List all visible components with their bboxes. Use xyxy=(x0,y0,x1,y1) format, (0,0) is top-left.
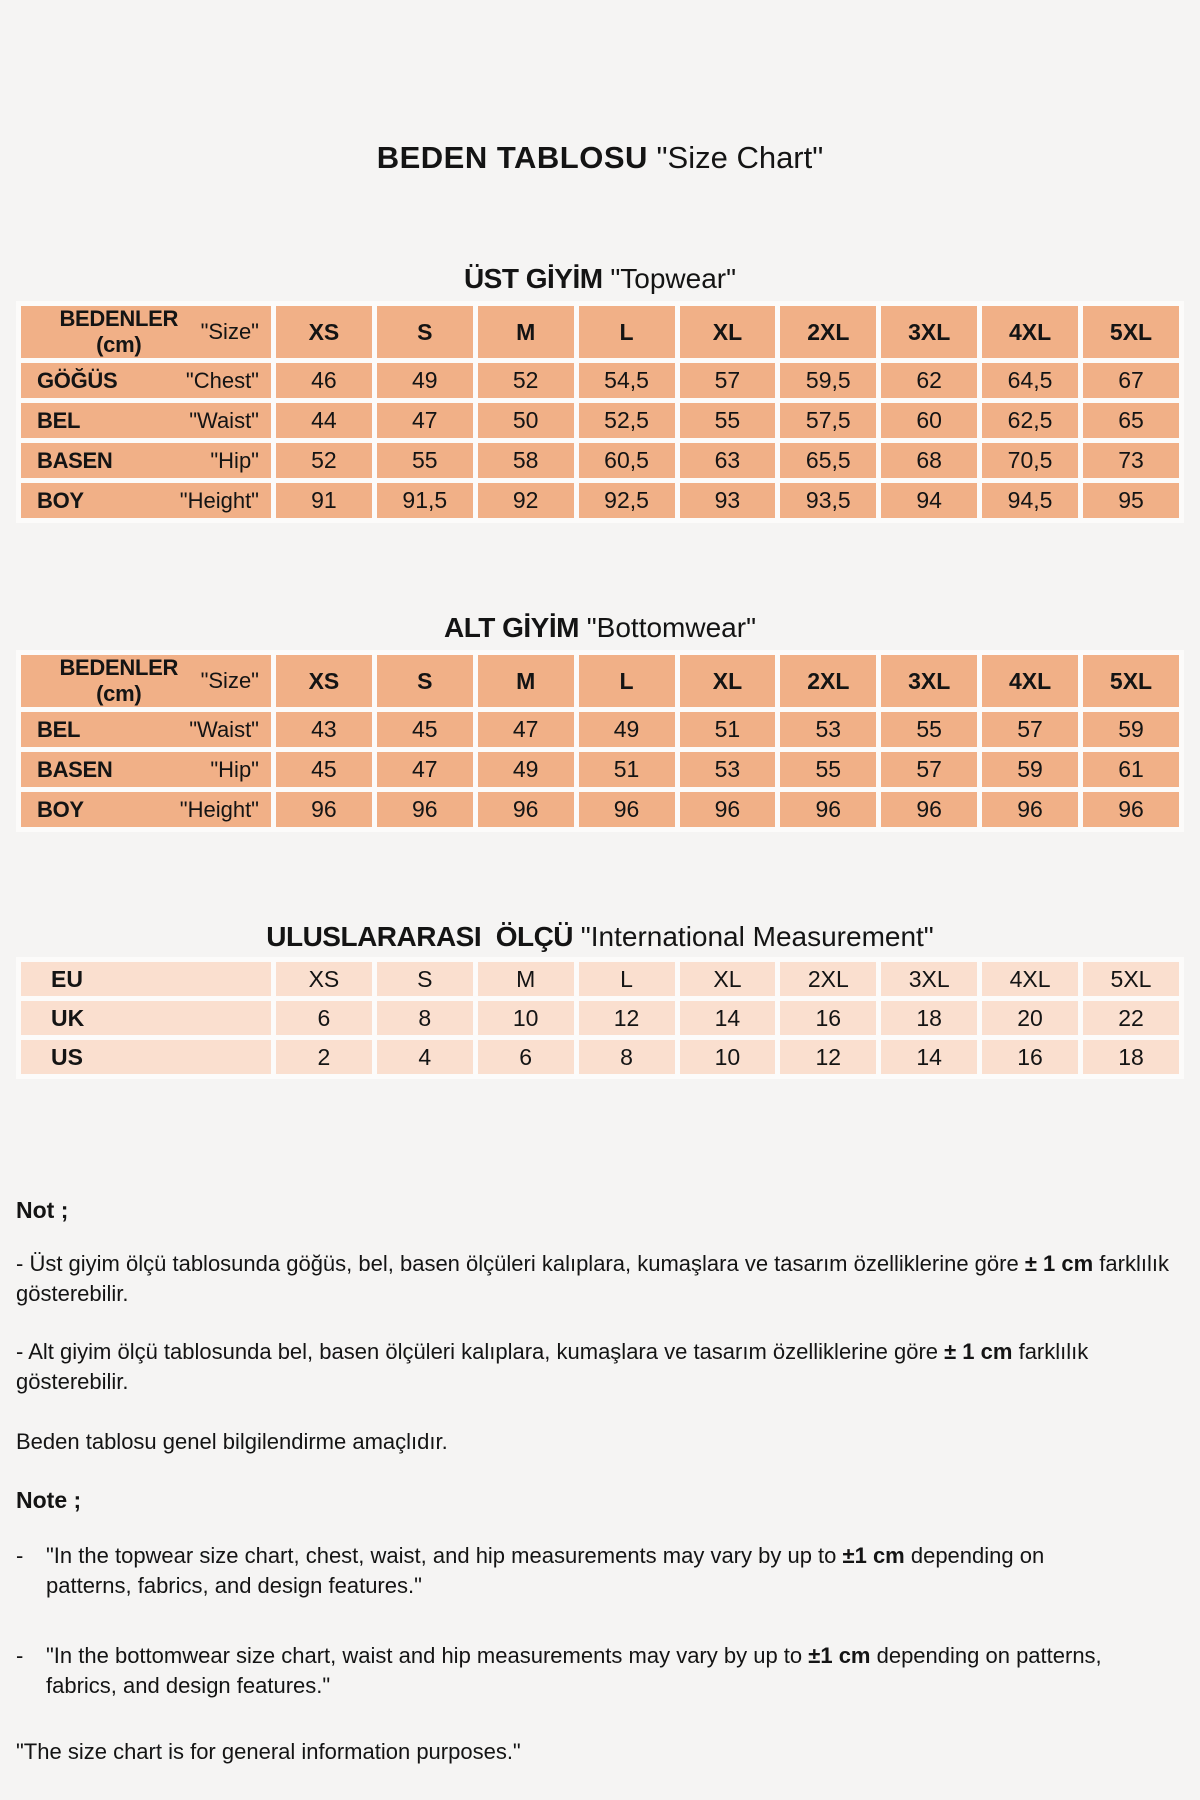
row-label xyxy=(37,448,259,474)
value-cell: 10 xyxy=(680,1040,776,1074)
row-label-en: "Hip" xyxy=(210,447,259,473)
row-label xyxy=(37,757,259,783)
size-header-cell: XS xyxy=(276,306,372,358)
value-cell: 4XL xyxy=(982,962,1078,996)
bottomwear-heading-tr: ALT GİYİM xyxy=(443,612,579,643)
value-cell: 10 xyxy=(478,1001,574,1035)
header-label-tr: BEDENLER (cm) xyxy=(59,655,179,706)
bullet-text xyxy=(46,1641,1116,1701)
value-cell: 92,5 xyxy=(579,483,675,518)
row-label-en: "Waist" xyxy=(189,716,259,742)
value-cell: 95 xyxy=(1083,483,1179,518)
bottomwear-heading xyxy=(16,611,1184,644)
row-label-cell: US xyxy=(21,1040,271,1074)
value-cell: 50 xyxy=(478,403,574,438)
international-heading-en: "International Measurement" xyxy=(580,921,934,952)
size-header-cell: 5XL xyxy=(1083,655,1179,707)
general-information-note: "The size chart is for general information purposes." xyxy=(16,1739,521,1764)
header-label-cell xyxy=(21,655,271,707)
international-table xyxy=(16,957,1184,1079)
value-cell: 12 xyxy=(579,1001,675,1035)
value-cell: 54,5 xyxy=(579,363,675,398)
turkish-note-bottomwear xyxy=(16,1337,1184,1397)
row-label-cell xyxy=(21,403,271,438)
note-bold-text: ± 1 cm xyxy=(1024,1251,1094,1276)
row-label-en: "Height" xyxy=(179,796,259,822)
size-header-cell: M xyxy=(478,655,574,707)
value-cell: 96 xyxy=(680,792,776,827)
value-cell: 93,5 xyxy=(780,483,876,518)
value-cell: 4 xyxy=(377,1040,473,1074)
value-cell: 59 xyxy=(1083,712,1179,747)
row-label-tr: BASEN xyxy=(37,447,113,473)
value-cell: 59,5 xyxy=(780,363,876,398)
row-label-cell: UK xyxy=(21,1001,271,1035)
value-cell: 96 xyxy=(276,792,372,827)
bottomwear-heading-en: "Bottomwear" xyxy=(586,612,757,643)
size-header-cell: 4XL xyxy=(982,306,1078,358)
international-heading-tr: ULUSLARARASI ÖLÇÜ xyxy=(266,921,574,952)
size-header-cell: M xyxy=(478,306,574,358)
value-cell: 94 xyxy=(881,483,977,518)
value-cell: 73 xyxy=(1083,443,1179,478)
table-row xyxy=(21,752,1179,787)
table-header-row xyxy=(21,655,1179,707)
heading-space xyxy=(579,612,587,643)
header-label-cell xyxy=(21,306,271,358)
note-text: - Alt giyim ölçü tablosunda bel, basen ölçüleri kalıplara, kumaşlara ve tasarım özelliklerine göre xyxy=(16,1339,945,1364)
value-cell: 57 xyxy=(680,363,776,398)
size-header-cell: XL xyxy=(680,306,776,358)
value-cell: 5XL xyxy=(1083,962,1179,996)
value-cell: 91 xyxy=(276,483,372,518)
row-label-en: "Height" xyxy=(179,487,259,513)
header-label-tr: BEDENLER (cm) xyxy=(59,306,179,357)
bullet-marker: - xyxy=(16,1543,24,1568)
english-note-topwear xyxy=(16,1541,1116,1601)
value-cell: 44 xyxy=(276,403,372,438)
value-cell: 8 xyxy=(579,1040,675,1074)
table-row xyxy=(21,1001,1179,1035)
row-label-en: "Hip" xyxy=(210,756,259,782)
value-cell: 18 xyxy=(881,1001,977,1035)
value-cell: 51 xyxy=(680,712,776,747)
value-cell: 2 xyxy=(276,1040,372,1074)
page-title-sub: "Size Chart" xyxy=(656,140,824,175)
table-row xyxy=(21,712,1179,747)
value-cell: 55 xyxy=(881,712,977,747)
turkish-note-topwear xyxy=(16,1249,1184,1309)
value-cell: 61 xyxy=(1083,752,1179,787)
value-cell: 96 xyxy=(579,792,675,827)
size-header-cell: S xyxy=(377,655,473,707)
value-cell: 49 xyxy=(478,752,574,787)
value-cell: 22 xyxy=(1083,1001,1179,1035)
international-heading xyxy=(16,920,1184,953)
table-row xyxy=(21,403,1179,438)
value-cell: 96 xyxy=(780,792,876,827)
value-cell: 57 xyxy=(982,712,1078,747)
row-label-tr: BASEN xyxy=(37,756,113,782)
english-note-bottomwear xyxy=(16,1641,1116,1701)
value-cell: 43 xyxy=(276,712,372,747)
header-label-en: "Size" xyxy=(200,668,259,693)
note-text: depending on patterns, fabrics, and design features." xyxy=(46,1643,1102,1698)
english-notes-heading: Note ; xyxy=(16,1487,82,1513)
value-cell: 65,5 xyxy=(780,443,876,478)
row-label-tr: BEL xyxy=(37,407,81,433)
value-cell: 58 xyxy=(478,443,574,478)
bottomwear-table xyxy=(16,650,1184,832)
value-cell: 8 xyxy=(377,1001,473,1035)
notes-section xyxy=(16,1195,1184,1767)
value-cell: 96 xyxy=(478,792,574,827)
value-cell: 55 xyxy=(680,403,776,438)
value-cell: 62 xyxy=(881,363,977,398)
value-cell: 96 xyxy=(1083,792,1179,827)
table-header-row xyxy=(21,306,1179,358)
value-cell: 6 xyxy=(478,1040,574,1074)
value-cell: 45 xyxy=(377,712,473,747)
note-text: farklılık gösterebilir. xyxy=(16,1251,1169,1306)
row-label xyxy=(37,488,259,514)
value-cell: 55 xyxy=(780,752,876,787)
header-label-en: "Size" xyxy=(200,319,259,344)
value-cell: 47 xyxy=(478,712,574,747)
row-label-cell xyxy=(21,752,271,787)
value-cell: 14 xyxy=(881,1040,977,1074)
value-cell: 70,5 xyxy=(982,443,1078,478)
note-bold-text: ±1 cm xyxy=(808,1643,871,1668)
value-cell: 18 xyxy=(1083,1040,1179,1074)
header-label xyxy=(37,306,259,358)
table-row xyxy=(21,792,1179,827)
bullet-marker: - xyxy=(16,1643,24,1668)
heading-space xyxy=(573,921,581,952)
value-cell: 55 xyxy=(377,443,473,478)
value-cell: 60 xyxy=(881,403,977,438)
size-header-cell: XS xyxy=(276,655,372,707)
value-cell: 46 xyxy=(276,363,372,398)
page-title xyxy=(16,0,1184,176)
topwear-heading-en: "Topwear" xyxy=(610,263,737,294)
value-cell: 65 xyxy=(1083,403,1179,438)
value-cell: 96 xyxy=(377,792,473,827)
value-cell: 64,5 xyxy=(982,363,1078,398)
value-cell: 52,5 xyxy=(579,403,675,438)
value-cell: M xyxy=(478,962,574,996)
table-row xyxy=(21,363,1179,398)
value-cell: 3XL xyxy=(881,962,977,996)
size-header-cell: 2XL xyxy=(780,306,876,358)
value-cell: 49 xyxy=(579,712,675,747)
value-cell: 96 xyxy=(982,792,1078,827)
table-row xyxy=(21,1040,1179,1074)
turkish-notes-heading: Not ; xyxy=(16,1197,69,1223)
value-cell: 63 xyxy=(680,443,776,478)
value-cell: 57,5 xyxy=(780,403,876,438)
size-header-cell: L xyxy=(579,306,675,358)
value-cell: 53 xyxy=(680,752,776,787)
value-cell: 62,5 xyxy=(982,403,1078,438)
value-cell: 91,5 xyxy=(377,483,473,518)
row-label-tr: BOY xyxy=(37,796,84,822)
row-label-cell xyxy=(21,483,271,518)
value-cell: 67 xyxy=(1083,363,1179,398)
row-label-cell xyxy=(21,792,271,827)
value-cell: 47 xyxy=(377,752,473,787)
value-cell: 49 xyxy=(377,363,473,398)
note-text: depending on patterns, fabrics, and design features." xyxy=(46,1543,1045,1598)
note-text: "In the bottomwear size chart, waist and hip measurements may vary by up to xyxy=(46,1643,809,1668)
value-cell: XS xyxy=(276,962,372,996)
row-label-en: "Chest" xyxy=(185,367,259,393)
row-label-tr: BEL xyxy=(37,716,81,742)
value-cell: L xyxy=(579,962,675,996)
row-label-tr: BOY xyxy=(37,487,84,513)
table-row xyxy=(21,443,1179,478)
value-cell: 14 xyxy=(680,1001,776,1035)
value-cell: 94,5 xyxy=(982,483,1078,518)
topwear-heading xyxy=(16,262,1184,295)
note-text: - Üst giyim ölçü tablosunda göğüs, bel, basen ölçüleri kalıplara, kumaşlara ve tasarım özelliklerine göre xyxy=(16,1251,1025,1276)
row-label-cell: EU xyxy=(21,962,271,996)
table-row xyxy=(21,962,1179,996)
size-header-cell: XL xyxy=(680,655,776,707)
note-bold-text: ± 1 cm xyxy=(944,1339,1013,1364)
value-cell: 60,5 xyxy=(579,443,675,478)
header-label xyxy=(37,655,259,707)
row-label-cell xyxy=(21,712,271,747)
value-cell: XL xyxy=(680,962,776,996)
topwear-heading-tr: ÜST GİYİM xyxy=(463,263,603,294)
row-label xyxy=(37,408,259,434)
row-label-cell xyxy=(21,363,271,398)
note-text: "In the topwear size chart, chest, waist, and hip measurements may vary by up to xyxy=(46,1543,843,1568)
size-header-cell: 5XL xyxy=(1083,306,1179,358)
row-label xyxy=(37,717,259,743)
value-cell: 59 xyxy=(982,752,1078,787)
value-cell: S xyxy=(377,962,473,996)
bullet-text xyxy=(46,1541,1116,1601)
note-bold-text: ±1 cm xyxy=(842,1543,905,1568)
value-cell: 57 xyxy=(881,752,977,787)
table-row xyxy=(21,483,1179,518)
value-cell: 16 xyxy=(982,1040,1078,1074)
turkish-notes-footer: Beden tablosu genel bilgilendirme amaçlıdır. xyxy=(16,1429,448,1454)
row-label xyxy=(37,797,259,823)
row-label-tr: GÖĞÜS xyxy=(37,367,118,393)
size-header-cell: 3XL xyxy=(881,306,977,358)
size-header-cell: S xyxy=(377,306,473,358)
row-label-en: "Waist" xyxy=(189,407,259,433)
value-cell: 68 xyxy=(881,443,977,478)
size-header-cell: 4XL xyxy=(982,655,1078,707)
size-header-cell: L xyxy=(579,655,675,707)
value-cell: 96 xyxy=(881,792,977,827)
note-text: farklılık gösterebilir. xyxy=(16,1339,1089,1394)
row-label xyxy=(37,368,259,394)
title-space xyxy=(648,140,657,175)
value-cell: 53 xyxy=(780,712,876,747)
value-cell: 47 xyxy=(377,403,473,438)
value-cell: 16 xyxy=(780,1001,876,1035)
value-cell: 52 xyxy=(276,443,372,478)
topwear-table xyxy=(16,301,1184,523)
size-header-cell: 2XL xyxy=(780,655,876,707)
value-cell: 51 xyxy=(579,752,675,787)
value-cell: 93 xyxy=(680,483,776,518)
value-cell: 6 xyxy=(276,1001,372,1035)
value-cell: 20 xyxy=(982,1001,1078,1035)
value-cell: 52 xyxy=(478,363,574,398)
value-cell: 92 xyxy=(478,483,574,518)
value-cell: 12 xyxy=(780,1040,876,1074)
value-cell: 45 xyxy=(276,752,372,787)
value-cell: 2XL xyxy=(780,962,876,996)
size-header-cell: 3XL xyxy=(881,655,977,707)
page-title-main: BEDEN TABLOSU xyxy=(376,140,648,175)
row-label-cell xyxy=(21,443,271,478)
